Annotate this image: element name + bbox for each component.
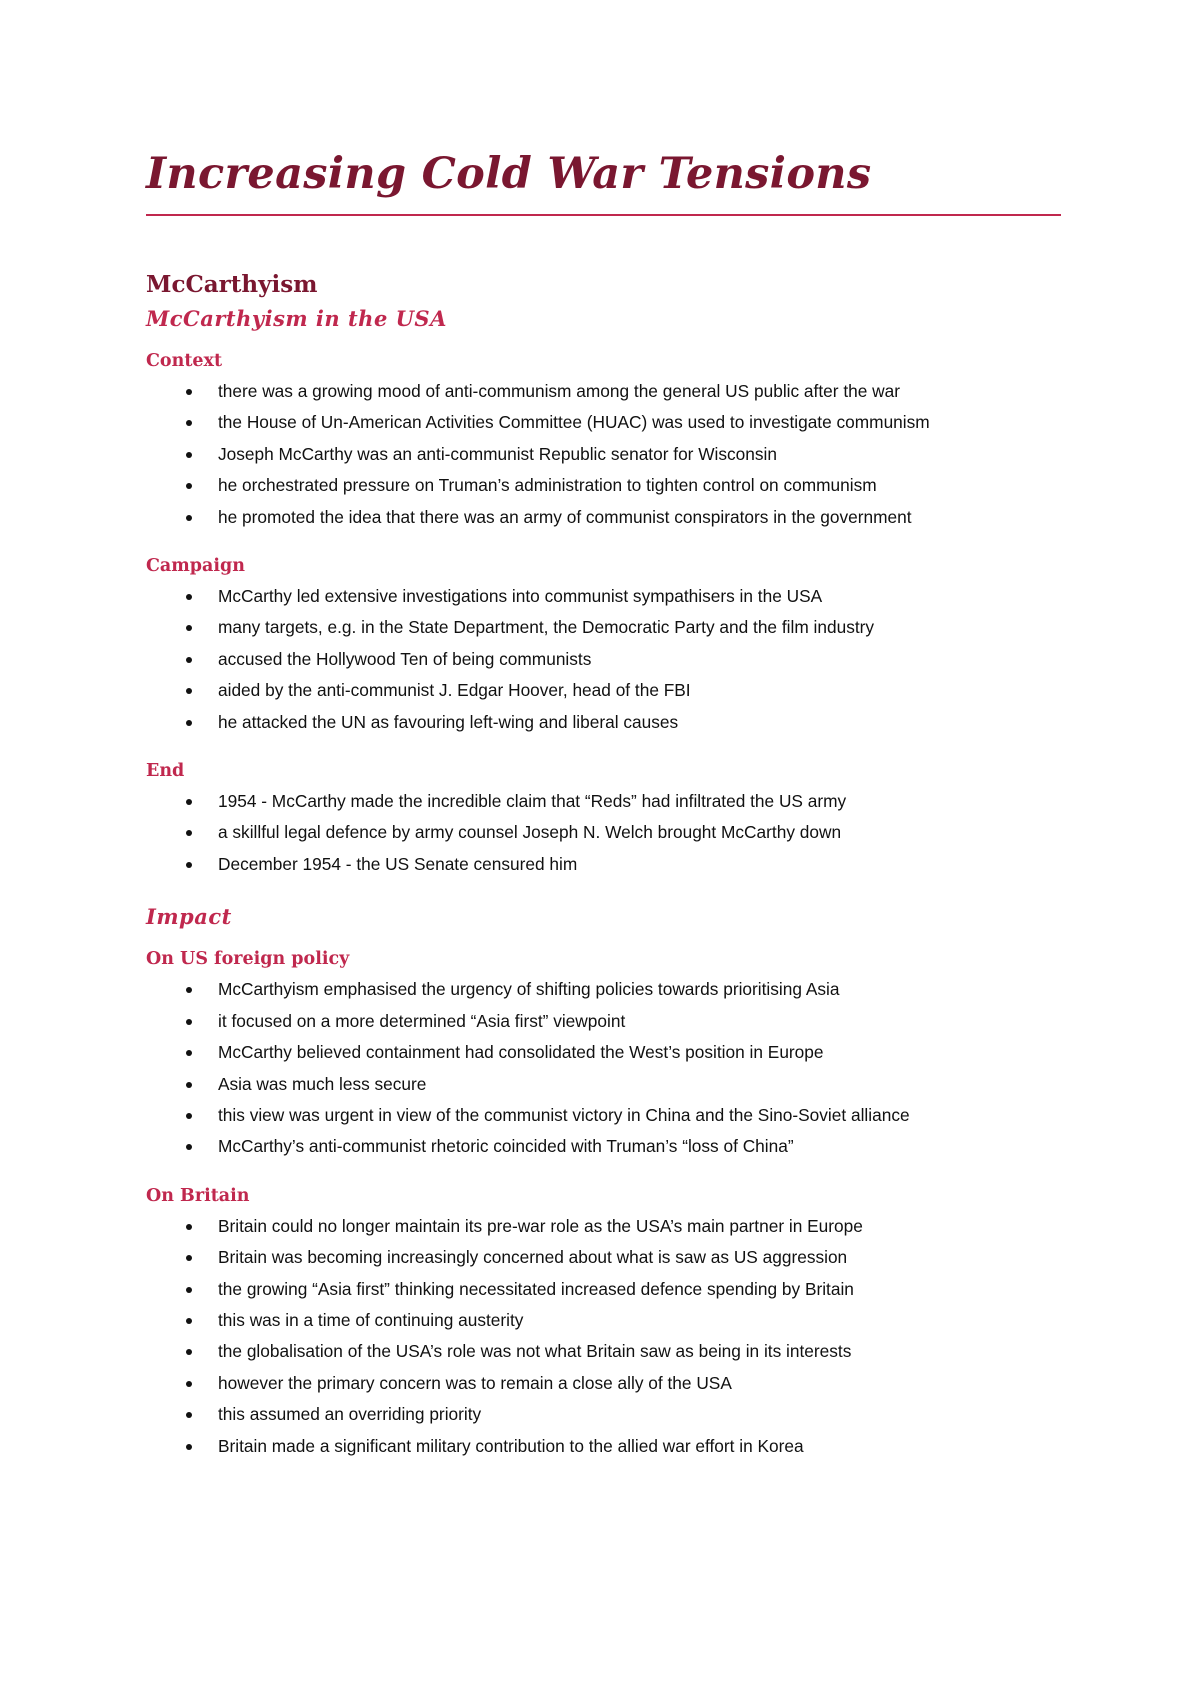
list-item: this assumed an overriding priority xyxy=(146,1399,1061,1430)
bullet-list-on-britain xyxy=(146,1211,1061,1462)
group-title-on-britain: On Britain xyxy=(146,1185,250,1206)
list-item: accused the Hollywood Ten of being communists xyxy=(146,644,1061,675)
list-item: he promoted the idea that there was an army of communist conspirators in the government xyxy=(146,502,1061,533)
group-title-campaign: Campaign xyxy=(146,556,245,577)
bullet-icon xyxy=(186,420,192,426)
document-title: Increasing Cold War Tensions xyxy=(146,148,1061,216)
bullet-icon xyxy=(186,862,192,868)
bullet-icon xyxy=(186,1082,192,1088)
list-item: there was a growing mood of anti-communism among the general US public after the war xyxy=(146,376,1061,407)
bullet-icon xyxy=(186,1255,192,1261)
section-title-mccarthyism: McCarthyism xyxy=(146,271,318,298)
bullet-icon xyxy=(186,1381,192,1387)
list-item: Asia was much less secure xyxy=(146,1069,1061,1100)
bullet-icon xyxy=(186,720,192,726)
list-item: this view was urgent in view of the communist victory in China and the Sino-Soviet alliance xyxy=(146,1100,1061,1131)
list-item: it focused on a more determined “Asia first” viewpoint xyxy=(146,1006,1061,1037)
bullet-icon xyxy=(186,1318,192,1324)
bullet-icon xyxy=(186,799,192,805)
list-item: Joseph McCarthy was an anti-communist Republic senator for Wisconsin xyxy=(146,439,1061,470)
subsection-title-mccarthyism-usa: McCarthyism in the USA xyxy=(146,306,447,331)
list-item: McCarthy led extensive investigations into communist sympathisers in the USA xyxy=(146,581,1061,612)
bullet-icon xyxy=(186,594,192,600)
bullet-icon xyxy=(186,1224,192,1230)
bullet-icon xyxy=(186,1144,192,1150)
bullet-list-us-foreign-policy xyxy=(146,974,1061,1162)
bullet-list-campaign xyxy=(146,581,1061,738)
bullet-icon xyxy=(186,1349,192,1355)
list-item: this was in a time of continuing austerity xyxy=(146,1305,1061,1336)
bullet-icon xyxy=(186,452,192,458)
bullet-icon xyxy=(186,830,192,836)
bullet-icon xyxy=(186,1050,192,1056)
group-title-context: Context xyxy=(146,351,223,371)
list-item: however the primary concern was to remain a close ally of the USA xyxy=(146,1368,1061,1399)
bullet-icon xyxy=(186,1444,192,1450)
bullet-icon xyxy=(186,389,192,395)
list-item: the growing “Asia first” thinking necessitated increased defence spending by Britain xyxy=(146,1274,1061,1305)
bullet-icon xyxy=(186,515,192,521)
group-title-us-foreign-policy: On US foreign policy xyxy=(146,949,350,970)
list-item: Britain could no longer maintain its pre-war role as the USA’s main partner in Europe xyxy=(146,1211,1061,1242)
bullet-icon xyxy=(186,688,192,694)
list-item: the House of Un-American Activities Committee (HUAC) was used to investigate communism xyxy=(146,407,1061,438)
list-item: he orchestrated pressure on Truman’s administration to tighten control on communism xyxy=(146,470,1061,501)
list-item: many targets, e.g. in the State Department, the Democratic Party and the film industry xyxy=(146,612,1061,643)
bullet-icon xyxy=(186,1287,192,1293)
list-item: the globalisation of the USA’s role was not what Britain saw as being in its interests xyxy=(146,1336,1061,1367)
bullet-icon xyxy=(186,1019,192,1025)
list-item: McCarthy believed containment had consolidated the West’s position in Europe xyxy=(146,1037,1061,1068)
bullet-icon xyxy=(186,987,192,993)
list-item: McCarthy’s anti-communist rhetoric coincided with Truman’s “loss of China” xyxy=(146,1131,1061,1162)
group-title-end: End xyxy=(146,761,185,782)
list-item: a skillful legal defence by army counsel Joseph N. Welch brought McCarthy down xyxy=(146,817,1061,848)
list-item: Britain made a significant military contribution to the allied war effort in Korea xyxy=(146,1431,1061,1462)
list-item: aided by the anti-communist J. Edgar Hoover, head of the FBI xyxy=(146,675,1061,706)
list-item: McCarthyism emphasised the urgency of shifting policies towards prioritising Asia xyxy=(146,974,1061,1005)
subsection-title-impact: Impact xyxy=(146,904,232,930)
bullet-icon xyxy=(186,625,192,631)
bullet-list-context xyxy=(146,376,1061,533)
list-item: Britain was becoming increasingly concerned about what is saw as US aggression xyxy=(146,1242,1061,1273)
bullet-icon xyxy=(186,657,192,663)
bullet-icon xyxy=(186,483,192,489)
bullet-icon xyxy=(186,1113,192,1119)
list-item: December 1954 - the US Senate censured him xyxy=(146,849,1061,880)
list-item: he attacked the UN as favouring left-wing and liberal causes xyxy=(146,707,1061,738)
document-content xyxy=(146,148,1061,1462)
bullet-icon xyxy=(186,1412,192,1418)
list-item: 1954 - McCarthy made the incredible claim that “Reds” had infiltrated the US army xyxy=(146,786,1061,817)
bullet-list-end xyxy=(146,786,1061,880)
